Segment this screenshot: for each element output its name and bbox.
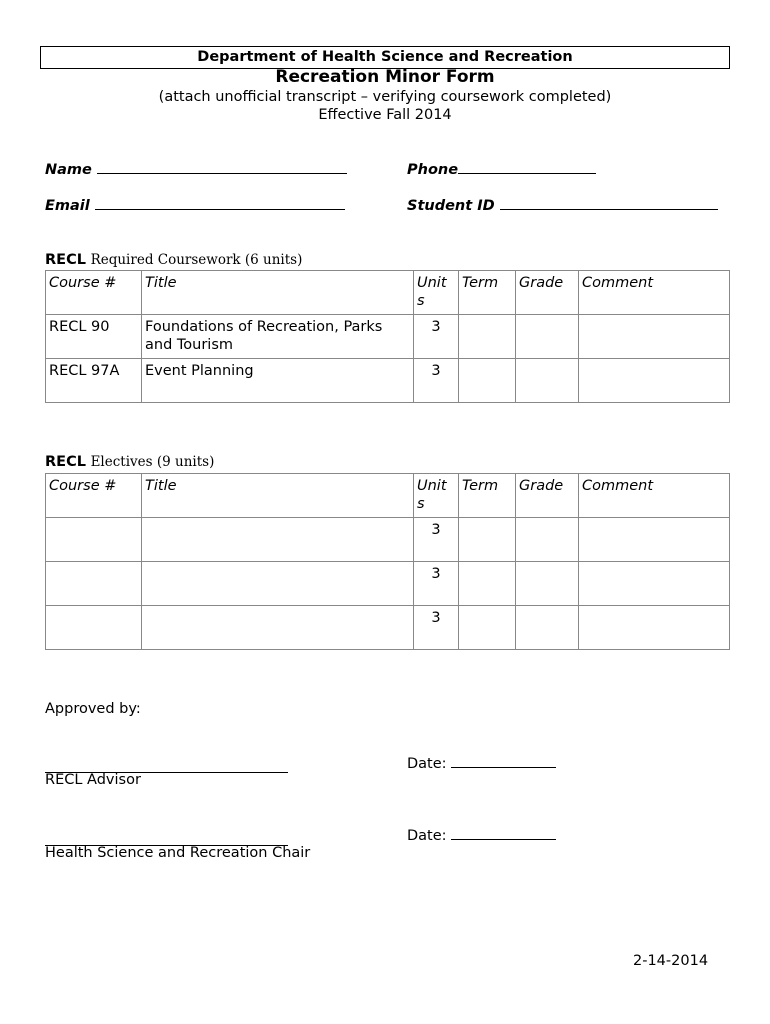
course-cell[interactable] (46, 518, 142, 562)
course-cell[interactable] (46, 606, 142, 650)
chair-date-blank[interactable] (451, 827, 556, 840)
table-header-row (46, 271, 730, 315)
comment-cell[interactable] (579, 606, 730, 650)
date-label: Date: (407, 828, 447, 844)
course-cell[interactable] (46, 562, 142, 606)
student-id-label: Student ID (407, 198, 495, 214)
electives-code: RECL (45, 454, 86, 470)
units-cell: 3 (414, 606, 459, 650)
date-label: Date: (407, 756, 447, 772)
course-cell: RECL 97A (46, 359, 142, 403)
column-header: Comment (579, 474, 730, 518)
required-desc: Required Coursework (6 units) (90, 252, 303, 268)
table-row (46, 562, 730, 606)
approved-by-label: Approved by: (45, 701, 141, 717)
term-cell[interactable] (459, 562, 516, 606)
email-label: Email (45, 198, 90, 214)
term-cell[interactable] (459, 359, 516, 403)
column-header: Title (142, 474, 414, 518)
comment-cell[interactable] (579, 315, 730, 359)
title-cell: Foundations of Recreation, Parks and Tourism (142, 315, 414, 359)
revision-date: 2-14-2014 (633, 953, 709, 969)
form-title: Recreation Minor Form (275, 67, 495, 87)
units-cell: 3 (414, 315, 459, 359)
student-id-blank[interactable] (500, 197, 718, 210)
comment-cell[interactable] (579, 518, 730, 562)
required-coursework-table (45, 270, 730, 403)
title-cell: Event Planning (142, 359, 414, 403)
chair-label: Health Science and Recreation Chair (45, 845, 311, 861)
phone-blank[interactable] (458, 161, 596, 174)
units-cell: 3 (414, 562, 459, 606)
column-header: Term (459, 474, 516, 518)
title-cell[interactable] (142, 518, 414, 562)
table-row (46, 359, 730, 403)
chair-date-field[interactable] (407, 827, 556, 844)
electives-desc: Electives (9 units) (90, 454, 215, 470)
grade-cell[interactable] (516, 562, 579, 606)
electives-section-heading (45, 454, 214, 470)
title-cell[interactable] (142, 562, 414, 606)
comment-cell[interactable] (579, 359, 730, 403)
table-row (46, 606, 730, 650)
term-cell[interactable] (459, 518, 516, 562)
units-cell: 3 (414, 359, 459, 403)
name-blank[interactable] (97, 161, 347, 174)
table-row (46, 518, 730, 562)
required-section-heading (45, 252, 302, 268)
table-header-row (46, 474, 730, 518)
name-field[interactable] (45, 161, 347, 178)
term-cell[interactable] (459, 606, 516, 650)
column-header: Unit s (414, 271, 459, 315)
advisor-label: RECL Advisor (45, 772, 141, 788)
units-cell: 3 (414, 518, 459, 562)
column-header: Term (459, 271, 516, 315)
grade-cell[interactable] (516, 606, 579, 650)
form-subtitle: (attach unofficial transcript – verifying coursework completed) (158, 89, 612, 105)
student-id-field[interactable] (407, 197, 718, 214)
column-header: Course # (46, 474, 142, 518)
email-blank[interactable] (95, 197, 345, 210)
phone-field[interactable] (407, 161, 596, 178)
term-cell[interactable] (459, 315, 516, 359)
advisor-date-blank[interactable] (451, 755, 556, 768)
advisor-date-field[interactable] (407, 755, 556, 772)
effective-date: Effective Fall 2014 (318, 107, 452, 123)
column-header: Grade (516, 271, 579, 315)
table-row (46, 315, 730, 359)
name-label: Name (45, 162, 92, 178)
required-code: RECL (45, 252, 86, 268)
column-header: Unit s (414, 474, 459, 518)
title-cell[interactable] (142, 606, 414, 650)
grade-cell[interactable] (516, 518, 579, 562)
column-header: Grade (516, 474, 579, 518)
column-header: Course # (46, 271, 142, 315)
email-field[interactable] (45, 197, 345, 214)
column-header: Comment (579, 271, 730, 315)
phone-label: Phone (407, 162, 459, 178)
comment-cell[interactable] (579, 562, 730, 606)
column-header: Title (142, 271, 414, 315)
grade-cell[interactable] (516, 359, 579, 403)
grade-cell[interactable] (516, 315, 579, 359)
course-cell: RECL 90 (46, 315, 142, 359)
department-header: Department of Health Science and Recreation (40, 46, 730, 69)
electives-table (45, 473, 730, 650)
